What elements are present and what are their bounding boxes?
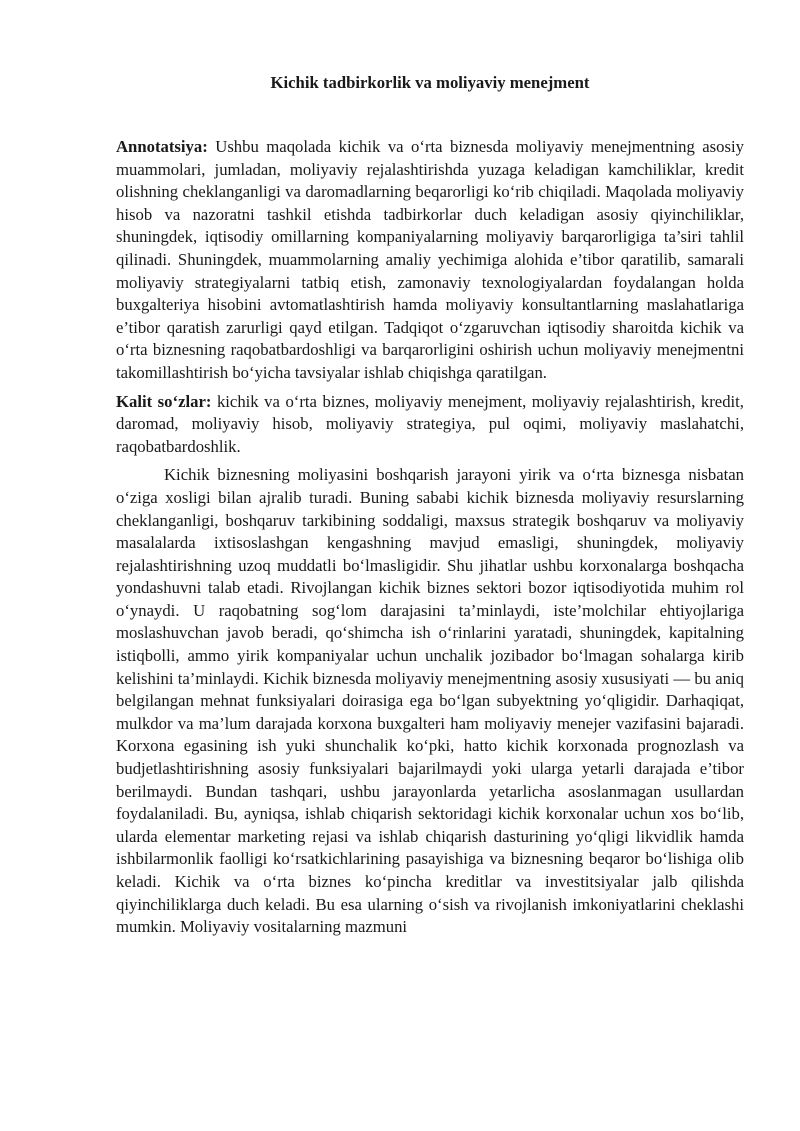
keywords-paragraph xyxy=(116,391,744,459)
abstract-text: Ushbu maqolada kichik va o‘rta biznesda moliyaviy menejmentning asosiy muammolari, jumladan, moliyaviy rejalashtirishda yuzaga keladigan kamchiliklar, kredit olishning cheklanganligi va daromadlarning beqarorligi ko‘rib chiqiladi. Maqolada moliyaviy hisob va nazoratni tashkil etishda tadbirkorlar duch keladigan asosiy qiyinchiliklar, shuningdek, iqtisodiy omillarning kompaniyalarning moliyaviy barqarorligiga ta’siri tahlil qilinadi. Shuningdek, muammolarning amaliy yechimiga alohida e’tibor qaratilib, samarali moliyaviy strategiyalarni tatbiq etish, zamonaviy texnologiyalardan foydalangan holda buxgalteriya hisobini avtomatlashtirish hamda moliyaviy konsultantlarning maslahatlariga e’tibor qaratish zarurligi qayd etilgan. Tadqiqot o‘zgaruvchan iqtisodiy sharoitda kichik va o‘rta biznesning raqobatbardoshligi va barqarorligini oshirish uchun moliyaviy menejmentni takomillashtirish bo‘yicha tavsiyalar ishlab chiqishga qaratilgan. xyxy=(116,137,744,382)
keywords-label: Kalit so‘zlar: xyxy=(116,391,212,411)
keywords-text: kichik va o‘rta biznes, moliyaviy menejment, moliyaviy rejalashtirish, kredit, daromad, moliyaviy hisob, moliyaviy strategiya, pul oqimi, moliyaviy maslahatchi, raqobatbardoshlik. xyxy=(116,391,744,456)
abstract-paragraph xyxy=(116,136,744,385)
body-paragraph: Kichik biznesning moliyasini boshqarish jarayoni yirik va o‘rta biznesga nisbatan o‘ziga xosligi bilan ajralib turadi. Buning sababi kichik biznesda moliyaviy resurslarning cheklanganligi, boshqaruv tarkibining soddaligi, maxsus strategik boshqaruv va moliyaviy masalalarda ixtisoslashgan kengashning mavjud emasligi, shuningdek, moliyaviy rejalashtirishning uzoq muddatli bo‘lmasligidir. Shu jihatlar ushbu korxonalarga boshqacha yondashuvni talab etadi. Rivojlangan kichik biznes sektori bozor iqtisodiyotida muhim rol o‘ynaydi. U raqobatning sog‘lom darajasini ta’minlaydi, iste’molchilar ehtiyojlariga moslashuvchan javob beradi, qo‘shimcha ish o‘rinlarini yaratadi, shuningdek, kapitalning istiqbolli, ammo yirik kompaniyalar uchun unchalik jozibador bo‘lmagan sohalarga kirib kelishini ta’minlaydi. Kichik biznesda moliyaviy menejmentning asosiy xususiyati — bu aniq belgilangan mehnat funksiyalari doirasiga ega bo‘lgan subyektning yo‘qligidir. Darhaqiqat, mulkdor va ma’lum darajada korxona buxgalteri ham moliyaviy menejer vazifasini bajaradi. Korxona egasining ish yuki shunchalik ko‘pki, hatto kichik korxonada prognozlash va budjetlashtirishning asosiy funksiyalari bajarilmaydi yoki ularga yetarli darajada e’tibor berilmaydi. Bundan tashqari, ushbu jarayonlarda yetarlicha asoslanmagan usullardan foydalaniladi. Bu, ayniqsa, ishlab chiqarish sektoridagi kichik korxonalar uchun xos bo‘lib, ularda elementar marketing rejasi va ishlab chiqarish dasturining yo‘qligi likvidlik hamda ishbilarmonlik faolligi ko‘rsatkichlarining pasayishiga va biznesning beqaror bo‘lishiga olib keladi. Kichik va o‘rta biznes ko‘pincha kreditlar va investitsiyalar jalb qilishda qiyinchiliklarga duch keladi. Bu esa ularning o‘sish va rivojlanish imkoniyatlarini cheklashi mumkin. Moliyaviy vositalarning mazmuni xyxy=(116,465,744,937)
article-title: Kichik tadbirkorlik va moliyaviy menejment xyxy=(270,73,590,92)
abstract-label: Annotatsiya: xyxy=(116,137,208,156)
